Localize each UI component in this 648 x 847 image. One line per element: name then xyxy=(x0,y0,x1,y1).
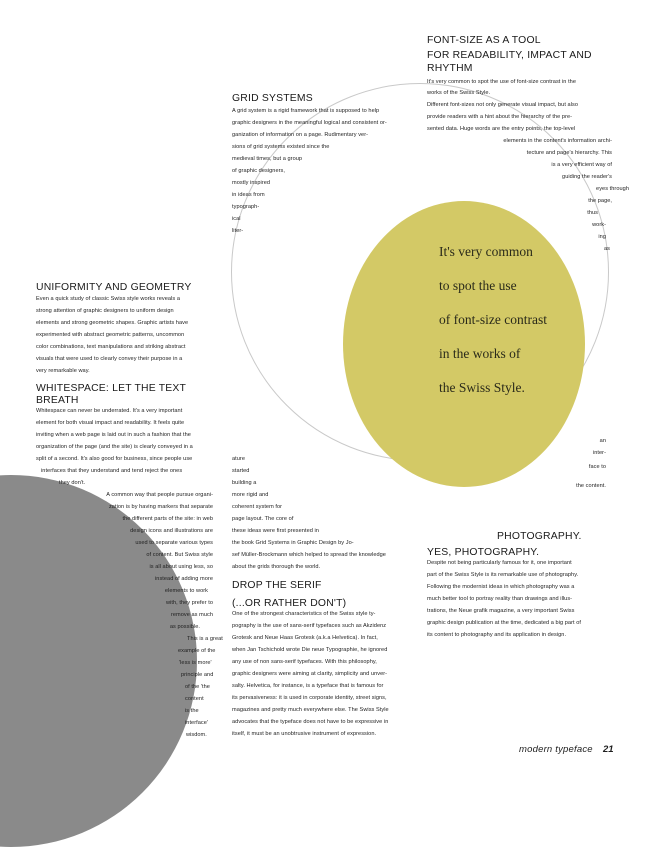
whitespace-heading: WHITESPACE: LET THE TEXT xyxy=(36,383,187,394)
body-line: face to xyxy=(588,464,606,470)
body-line: an xyxy=(599,438,606,444)
body-line: much better tool to portray reality than drawings and illus- xyxy=(427,596,573,602)
body-line: ature xyxy=(232,456,245,462)
body-line: its pervasiveness: it is used in corporate identity, street signs, xyxy=(232,695,387,701)
body-line: ing xyxy=(598,234,606,240)
body-line: the content. xyxy=(576,483,606,489)
body-line: 'less is more' xyxy=(179,660,212,666)
body-line: used to separate various types xyxy=(135,540,213,546)
body-line: page layout. The core of xyxy=(232,516,294,522)
body-line: itself, it must be an unobtrusive instrument of expression. xyxy=(232,731,377,737)
body-line: any use of non sans-serif typefaces. With this philosophy, xyxy=(232,659,377,665)
body-line: graphic designers were aiming at clarity, simplicity and unver- xyxy=(232,671,388,677)
body-line: of content. But Swiss style xyxy=(146,552,213,558)
body-line: works of the Swiss Style. xyxy=(427,90,491,96)
body-line: in ideas from xyxy=(232,192,265,198)
body-line: One of the strongest characteristics of the Swiss style ty- xyxy=(232,611,376,617)
pull-quote-line: It's very common xyxy=(439,244,533,259)
body-line: medieval times, but a group xyxy=(232,156,303,162)
footer-publication-title: modern typeface xyxy=(519,744,593,755)
body-line: is a very efficient way of xyxy=(551,162,612,168)
body-line: element for both visual impact and readability. It feels quite xyxy=(36,420,185,426)
body-line: magazines and pretty much everywhere else. The Swiss Style xyxy=(232,707,389,713)
body-line: sef Müller-Brockmann which helped to spread the knowledge xyxy=(232,552,386,558)
body-line: interface' xyxy=(185,720,209,726)
body-line: elements to work xyxy=(164,588,208,594)
body-line: is the xyxy=(185,708,199,714)
body-line: Despite not being particularly famous for it, one important xyxy=(427,560,572,566)
body-line: coherent system for xyxy=(232,504,283,510)
body-line: sented data. Huge words are the entry points, the top-level xyxy=(427,126,576,132)
pull-quote-line: to spot the use xyxy=(439,278,517,293)
body-line: Different font-sizes not only generate visual impact, but also xyxy=(427,102,578,108)
pull-quote-line: of font-size contrast xyxy=(439,312,547,327)
body-line: example of the xyxy=(178,648,216,654)
body-line: instead of adding more xyxy=(154,576,213,582)
body-line: A grid system is a rigid framework that is supposed to help xyxy=(232,108,380,114)
body-line: Whitespace can never be underrated. It's a very important xyxy=(36,408,183,414)
body-line: Following the modernist ideas in which photography was a xyxy=(427,584,575,590)
body-line: provide readers with a hint about the hierarchy of the pre- xyxy=(427,114,573,120)
body-line: design icons and illustrations are xyxy=(130,528,213,534)
body-line: color combinations, text manipulations and striking abstract xyxy=(36,344,186,350)
pull-quote-line: the Swiss Style. xyxy=(439,380,525,395)
body-line: It's very common to spot the use of font-size contrast in the xyxy=(427,79,577,85)
body-line: these ideas were first presented in xyxy=(232,528,319,534)
body-line: of the 'the xyxy=(185,684,210,690)
body-line: strong attention of graphic designers to uniform design xyxy=(36,308,174,314)
body-line: inviting when a web page is laid out in such a fashion that the xyxy=(36,432,191,438)
page-number: 21 xyxy=(603,744,614,755)
body-line: typograph- xyxy=(232,204,260,210)
whitespace-heading: BREATH xyxy=(36,395,79,406)
body-line: principle and xyxy=(181,672,214,678)
body-line: graphic design publication at the time, dedicated a big part of xyxy=(427,620,581,626)
body-line: the book Grid Systems in Graphic Design by Jo- xyxy=(232,540,354,546)
body-line: very remarkable way. xyxy=(36,368,90,374)
font-size-heading: FOR READABILITY, IMPACT AND xyxy=(427,50,592,61)
body-line: when Jan Tschichold wrote Die neue Typographie, he ignored xyxy=(232,647,388,653)
body-line: Even a quick study of classic Swiss style works reveals a xyxy=(36,296,180,302)
body-line: graphic designers in the meaningful logical and consistent or- xyxy=(232,120,387,126)
body-line: ganization of information on a page. Rudimentary ver- xyxy=(232,132,369,138)
body-line: they don't. xyxy=(59,480,86,486)
body-line: liter- xyxy=(232,228,244,234)
body-line: experimented with abstract geometric patterns, uncommon xyxy=(36,332,185,338)
body-line: started xyxy=(232,468,250,474)
body-line: mostly inspired xyxy=(232,180,271,186)
body-line: content xyxy=(185,696,204,702)
photography-heading: YES, PHOTOGRAPHY. xyxy=(427,547,540,558)
body-line: ical xyxy=(232,216,241,222)
body-line: wisdom. xyxy=(186,732,207,738)
body-line: salty. Helvetica, for instance, is a typeface that is famous for xyxy=(232,683,384,689)
body-line: split of a second. It's also good for business, since people use xyxy=(36,456,193,462)
body-line: interfaces that they understand and tend reject the ones xyxy=(41,468,183,474)
body-line: as xyxy=(603,246,610,252)
font-size-heading: FONT-SIZE AS A TOOL xyxy=(427,35,541,46)
body-line: Grotesk and Neue Haas Grotesk (a.k.a Helvetica). In fact, xyxy=(232,635,378,641)
body-line: visuals that were used to clearly convey their purpose in a xyxy=(36,356,183,362)
body-line: with, they prefer to xyxy=(165,600,213,606)
drop-serif-heading: (...OR RATHER DON'T) xyxy=(232,598,347,609)
body-line: its content to photography and its application in design. xyxy=(427,632,567,638)
body-line: sions of grid systems existed since the xyxy=(232,144,330,150)
body-line: tecture and page's hierarchy. This xyxy=(526,150,612,156)
body-line: advocates that the typeface does not have to be expressive in xyxy=(232,719,389,725)
drop-serif-heading: DROP THE SERIF xyxy=(232,580,322,591)
uniformity-heading: UNIFORMITY AND GEOMETRY xyxy=(36,282,192,293)
body-line: eyes through xyxy=(596,186,629,192)
body-line: thus xyxy=(587,210,598,216)
body-line: inter- xyxy=(592,450,606,456)
body-line: is all about using less, so xyxy=(149,564,213,570)
photography-heading: PHOTOGRAPHY. xyxy=(497,531,582,542)
body-line: elements in the content's information archi- xyxy=(503,138,612,144)
body-line: as possible. xyxy=(169,624,200,630)
body-line: more rigid and xyxy=(232,492,269,498)
body-line: the different parts of the site: in web xyxy=(122,516,213,522)
body-line: the page, xyxy=(588,198,612,204)
body-line: part of the Swiss Style is its remarkable use of photography. xyxy=(427,572,579,578)
body-line: remove as much xyxy=(170,612,213,618)
font-size-heading: RHYTHM xyxy=(427,63,473,74)
body-line: about the grids thorough the world. xyxy=(232,564,321,570)
body-line: elements and strong geometric shapes. Graphic artists have xyxy=(36,320,189,326)
body-line: trations, the Neue grafik magazine, a very important Swiss xyxy=(427,608,575,614)
body-line: This is a great xyxy=(187,636,223,642)
grid-systems-heading: GRID SYSTEMS xyxy=(232,93,313,104)
body-line: zation is by having markers that separate xyxy=(108,504,213,510)
body-line: pography is the use of sans-serif typefaces such as Akzidenz xyxy=(232,623,387,629)
body-line: A common way that people pursue organi- xyxy=(106,492,213,498)
pull-quote-line: in the works of xyxy=(439,346,521,361)
body-line: building a xyxy=(232,480,257,486)
body-line: organization of the page (and the site) is clearly conveyed in a xyxy=(36,444,193,450)
body-line: work- xyxy=(592,222,606,228)
body-line: of graphic designers, xyxy=(232,168,285,174)
body-line: guiding the reader's xyxy=(562,174,612,180)
